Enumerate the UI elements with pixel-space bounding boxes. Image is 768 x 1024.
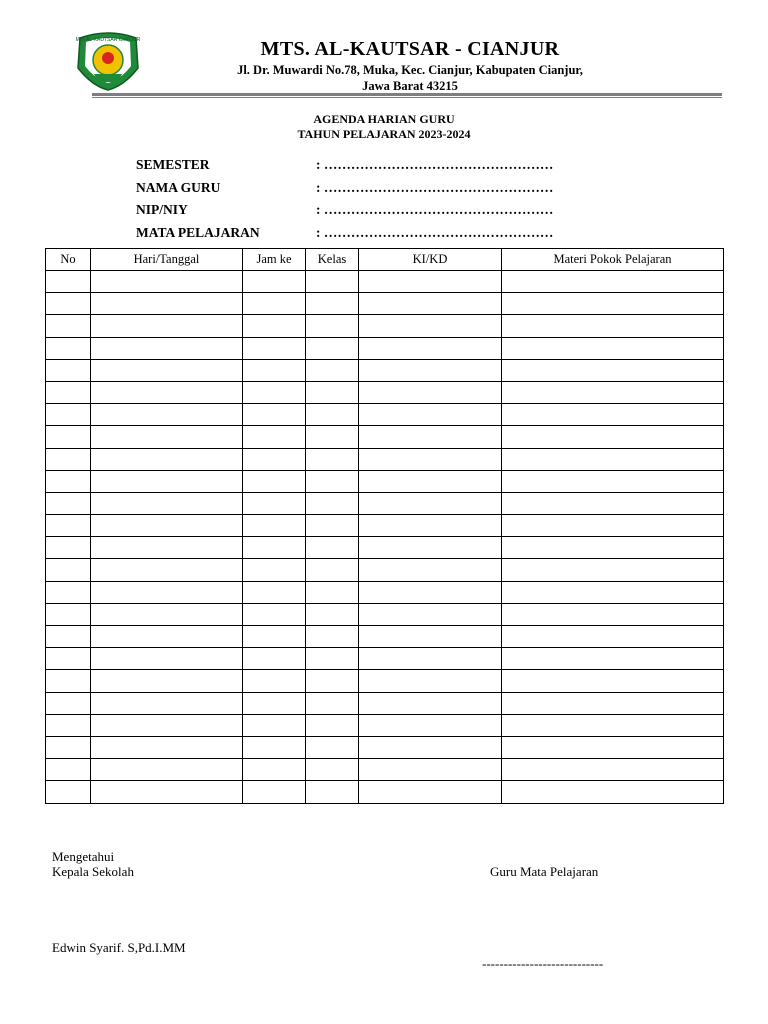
signature-headmaster-name: Edwin Syarif. S,Pd.I.MM — [52, 940, 186, 955]
table-body — [46, 271, 724, 804]
table-row — [46, 714, 724, 736]
table-cell[interactable] — [306, 448, 359, 470]
table-cell[interactable] — [359, 315, 502, 337]
table-cell[interactable] — [502, 537, 724, 559]
table-cell[interactable] — [46, 315, 91, 337]
table-cell[interactable] — [502, 293, 724, 315]
table-cell[interactable] — [359, 381, 502, 403]
table-cell[interactable] — [91, 470, 243, 492]
table-cell[interactable] — [502, 559, 724, 581]
table-row — [46, 381, 724, 403]
table-cell[interactable] — [91, 404, 243, 426]
table-cell[interactable] — [359, 626, 502, 648]
table-cell[interactable] — [502, 626, 724, 648]
table-cell[interactable] — [502, 337, 724, 359]
table-cell[interactable] — [359, 337, 502, 359]
table-cell[interactable] — [91, 736, 243, 758]
signature-line: ---------------------------- — [482, 956, 604, 971]
table-row — [46, 404, 724, 426]
table-cell[interactable] — [359, 692, 502, 714]
address-line-2: Jawa Barat 43215 — [362, 79, 458, 93]
table-cell[interactable] — [502, 581, 724, 603]
table-cell[interactable] — [243, 315, 306, 337]
table-row — [46, 581, 724, 603]
table-header-row — [46, 249, 724, 271]
table-cell[interactable] — [46, 714, 91, 736]
field-label: NAMA GURU — [136, 180, 221, 195]
table-cell[interactable] — [306, 315, 359, 337]
table-row — [46, 603, 724, 625]
table-cell[interactable] — [46, 337, 91, 359]
table-cell[interactable] — [91, 670, 243, 692]
col-header-materi: Materi Pokok Pelajaran — [502, 249, 724, 271]
table-row — [46, 537, 724, 559]
table-cell[interactable] — [306, 271, 359, 293]
table-cell[interactable] — [243, 581, 306, 603]
agenda-table — [45, 248, 724, 804]
col-header-hari-tanggal: Hari/Tanggal — [91, 249, 243, 271]
table-cell[interactable] — [46, 492, 91, 514]
table-cell[interactable] — [502, 714, 724, 736]
table-cell[interactable] — [243, 337, 306, 359]
table-cell[interactable] — [91, 293, 243, 315]
table-cell[interactable] — [359, 736, 502, 758]
table-cell[interactable] — [306, 714, 359, 736]
field-label: SEMESTER — [136, 157, 210, 172]
table-row — [46, 781, 724, 803]
table-row — [46, 315, 724, 337]
table-cell[interactable] — [91, 714, 243, 736]
table-cell[interactable] — [243, 559, 306, 581]
table-cell[interactable] — [502, 515, 724, 537]
table-cell[interactable] — [243, 404, 306, 426]
table-cell[interactable] — [91, 603, 243, 625]
table-row — [46, 559, 724, 581]
table-cell[interactable] — [306, 293, 359, 315]
table-cell[interactable] — [306, 559, 359, 581]
col-header-jam-ke: Jam ke — [243, 249, 306, 271]
table-cell[interactable] — [359, 426, 502, 448]
table-cell[interactable] — [243, 470, 306, 492]
table-cell[interactable] — [502, 381, 724, 403]
table-cell[interactable] — [46, 426, 91, 448]
table-cell[interactable] — [46, 692, 91, 714]
table-cell[interactable] — [91, 537, 243, 559]
header-rule-thick — [92, 93, 722, 96]
table-row — [46, 470, 724, 492]
table-cell[interactable] — [306, 537, 359, 559]
table-cell[interactable] — [502, 648, 724, 670]
table-cell[interactable] — [91, 381, 243, 403]
table-cell[interactable] — [91, 648, 243, 670]
table-cell[interactable] — [91, 559, 243, 581]
field-label: NIP/NIY — [136, 202, 188, 217]
table-cell[interactable] — [46, 759, 91, 781]
table-cell[interactable] — [359, 492, 502, 514]
table-row — [46, 759, 724, 781]
table-cell[interactable] — [46, 603, 91, 625]
table-cell[interactable] — [91, 315, 243, 337]
table-cell[interactable] — [359, 537, 502, 559]
table-cell[interactable] — [46, 736, 91, 758]
table-row — [46, 293, 724, 315]
table-cell[interactable] — [46, 670, 91, 692]
field-label: MATA PELAJARAN — [136, 225, 260, 240]
table-cell[interactable] — [359, 359, 502, 381]
school-address — [160, 62, 660, 94]
table-cell[interactable] — [243, 271, 306, 293]
table-cell[interactable] — [91, 271, 243, 293]
table-cell[interactable] — [502, 603, 724, 625]
table-cell[interactable] — [502, 404, 724, 426]
table-cell[interactable] — [243, 648, 306, 670]
table-cell[interactable] — [306, 381, 359, 403]
table-cell[interactable] — [306, 581, 359, 603]
table-cell[interactable] — [359, 470, 502, 492]
table-cell[interactable] — [243, 759, 306, 781]
table-cell[interactable] — [91, 426, 243, 448]
table-cell[interactable] — [91, 626, 243, 648]
table-cell[interactable] — [91, 581, 243, 603]
table-cell[interactable] — [243, 670, 306, 692]
table-cell[interactable] — [502, 359, 724, 381]
table-row — [46, 492, 724, 514]
table-cell[interactable] — [46, 381, 91, 403]
table-cell[interactable] — [243, 692, 306, 714]
table-cell[interactable] — [46, 293, 91, 315]
table-cell[interactable] — [306, 626, 359, 648]
table-cell[interactable] — [46, 515, 91, 537]
table-cell[interactable] — [46, 448, 91, 470]
table-row — [46, 626, 724, 648]
table-cell[interactable] — [502, 315, 724, 337]
table-cell[interactable] — [359, 559, 502, 581]
table-cell[interactable] — [359, 581, 502, 603]
table-cell[interactable] — [359, 714, 502, 736]
signature-kepala-sekolah: Kepala Sekolah — [52, 864, 134, 879]
signature-guru-title: Guru Mata Pelajaran — [490, 864, 599, 879]
table-row — [46, 337, 724, 359]
table-cell[interactable] — [46, 470, 91, 492]
table-row — [46, 515, 724, 537]
table-cell[interactable] — [46, 271, 91, 293]
table-row — [46, 426, 724, 448]
table-cell[interactable] — [46, 581, 91, 603]
table-row — [46, 736, 724, 758]
table-cell[interactable] — [306, 515, 359, 537]
table-cell[interactable] — [306, 426, 359, 448]
table-cell[interactable] — [243, 603, 306, 625]
table-cell[interactable] — [306, 736, 359, 758]
table-cell[interactable] — [243, 359, 306, 381]
table-cell[interactable] — [306, 359, 359, 381]
table-cell[interactable] — [359, 781, 502, 803]
col-header-kelas: Kelas — [306, 249, 359, 271]
document-title: AGENDA HARIAN GURU — [313, 112, 455, 126]
table-cell[interactable] — [243, 781, 306, 803]
table-cell[interactable] — [502, 426, 724, 448]
document-subtitle: TAHUN PELAJARAN 2023-2024 — [297, 127, 471, 141]
table-cell[interactable] — [243, 626, 306, 648]
table-cell[interactable] — [502, 759, 724, 781]
table-cell[interactable] — [502, 781, 724, 803]
table-cell[interactable] — [306, 470, 359, 492]
table-cell[interactable] — [46, 559, 91, 581]
table-cell[interactable] — [243, 736, 306, 758]
signature-mengetahui: Mengetahui — [52, 849, 115, 864]
table-cell[interactable] — [46, 626, 91, 648]
table-cell[interactable] — [502, 470, 724, 492]
table-row — [46, 448, 724, 470]
table-cell[interactable] — [502, 692, 724, 714]
table-cell[interactable] — [359, 670, 502, 692]
school-logo-icon — [72, 28, 144, 92]
table-row — [46, 648, 724, 670]
table-cell[interactable] — [502, 492, 724, 514]
header-rule-thin — [92, 97, 722, 98]
table-cell[interactable] — [243, 537, 306, 559]
table-cell[interactable] — [502, 736, 724, 758]
field-value[interactable]: : …………………………………………… — [316, 157, 554, 172]
table-cell[interactable] — [46, 404, 91, 426]
table-cell[interactable] — [243, 448, 306, 470]
table-cell[interactable] — [46, 359, 91, 381]
field-value[interactable]: : …………………………………………… — [316, 225, 554, 240]
table-cell[interactable] — [502, 448, 724, 470]
table-cell[interactable] — [91, 448, 243, 470]
table-cell[interactable] — [91, 515, 243, 537]
table-cell[interactable] — [243, 381, 306, 403]
table-cell[interactable] — [306, 648, 359, 670]
table-cell[interactable] — [91, 337, 243, 359]
col-header-no: No — [46, 249, 91, 271]
table-cell[interactable] — [502, 670, 724, 692]
school-name: MTS. AL-KAUTSAR - CIANJUR — [260, 38, 560, 60]
table-cell[interactable] — [359, 271, 502, 293]
table-cell[interactable] — [243, 426, 306, 448]
table-cell[interactable] — [91, 781, 243, 803]
table-cell[interactable] — [306, 759, 359, 781]
logo-text: MTs AL-KAUTSAR CIANJUR — [75, 37, 141, 43]
table-row — [46, 271, 724, 293]
table-cell[interactable] — [306, 692, 359, 714]
table-cell[interactable] — [359, 603, 502, 625]
table-cell[interactable] — [306, 603, 359, 625]
table-row — [46, 670, 724, 692]
table-cell[interactable] — [359, 648, 502, 670]
address-line-1: Jl. Dr. Muwardi No.78, Muka, Kec. Cianjur, Kabupaten Cianjur, — [237, 63, 583, 77]
table-cell[interactable] — [306, 404, 359, 426]
table-cell[interactable] — [243, 492, 306, 514]
table-cell[interactable] — [91, 759, 243, 781]
table-cell[interactable] — [306, 781, 359, 803]
table-cell[interactable] — [502, 271, 724, 293]
table-cell[interactable] — [306, 492, 359, 514]
table-cell[interactable] — [46, 537, 91, 559]
field-value[interactable]: : …………………………………………… — [316, 180, 554, 195]
table-cell[interactable] — [91, 359, 243, 381]
table-cell[interactable] — [91, 692, 243, 714]
table-cell[interactable] — [359, 759, 502, 781]
table-cell[interactable] — [243, 515, 306, 537]
field-value[interactable]: : …………………………………………… — [316, 202, 554, 217]
table-cell[interactable] — [359, 515, 502, 537]
table-row — [46, 359, 724, 381]
table-cell[interactable] — [46, 781, 91, 803]
table-cell[interactable] — [359, 404, 502, 426]
table-cell[interactable] — [243, 714, 306, 736]
table-cell[interactable] — [359, 448, 502, 470]
col-header-ki-kd: KI/KD — [359, 249, 502, 271]
table-row — [46, 692, 724, 714]
table-cell[interactable] — [306, 337, 359, 359]
table-cell[interactable] — [46, 648, 91, 670]
table-cell[interactable] — [359, 293, 502, 315]
table-cell[interactable] — [243, 293, 306, 315]
table-cell[interactable] — [91, 492, 243, 514]
table-cell[interactable] — [306, 670, 359, 692]
